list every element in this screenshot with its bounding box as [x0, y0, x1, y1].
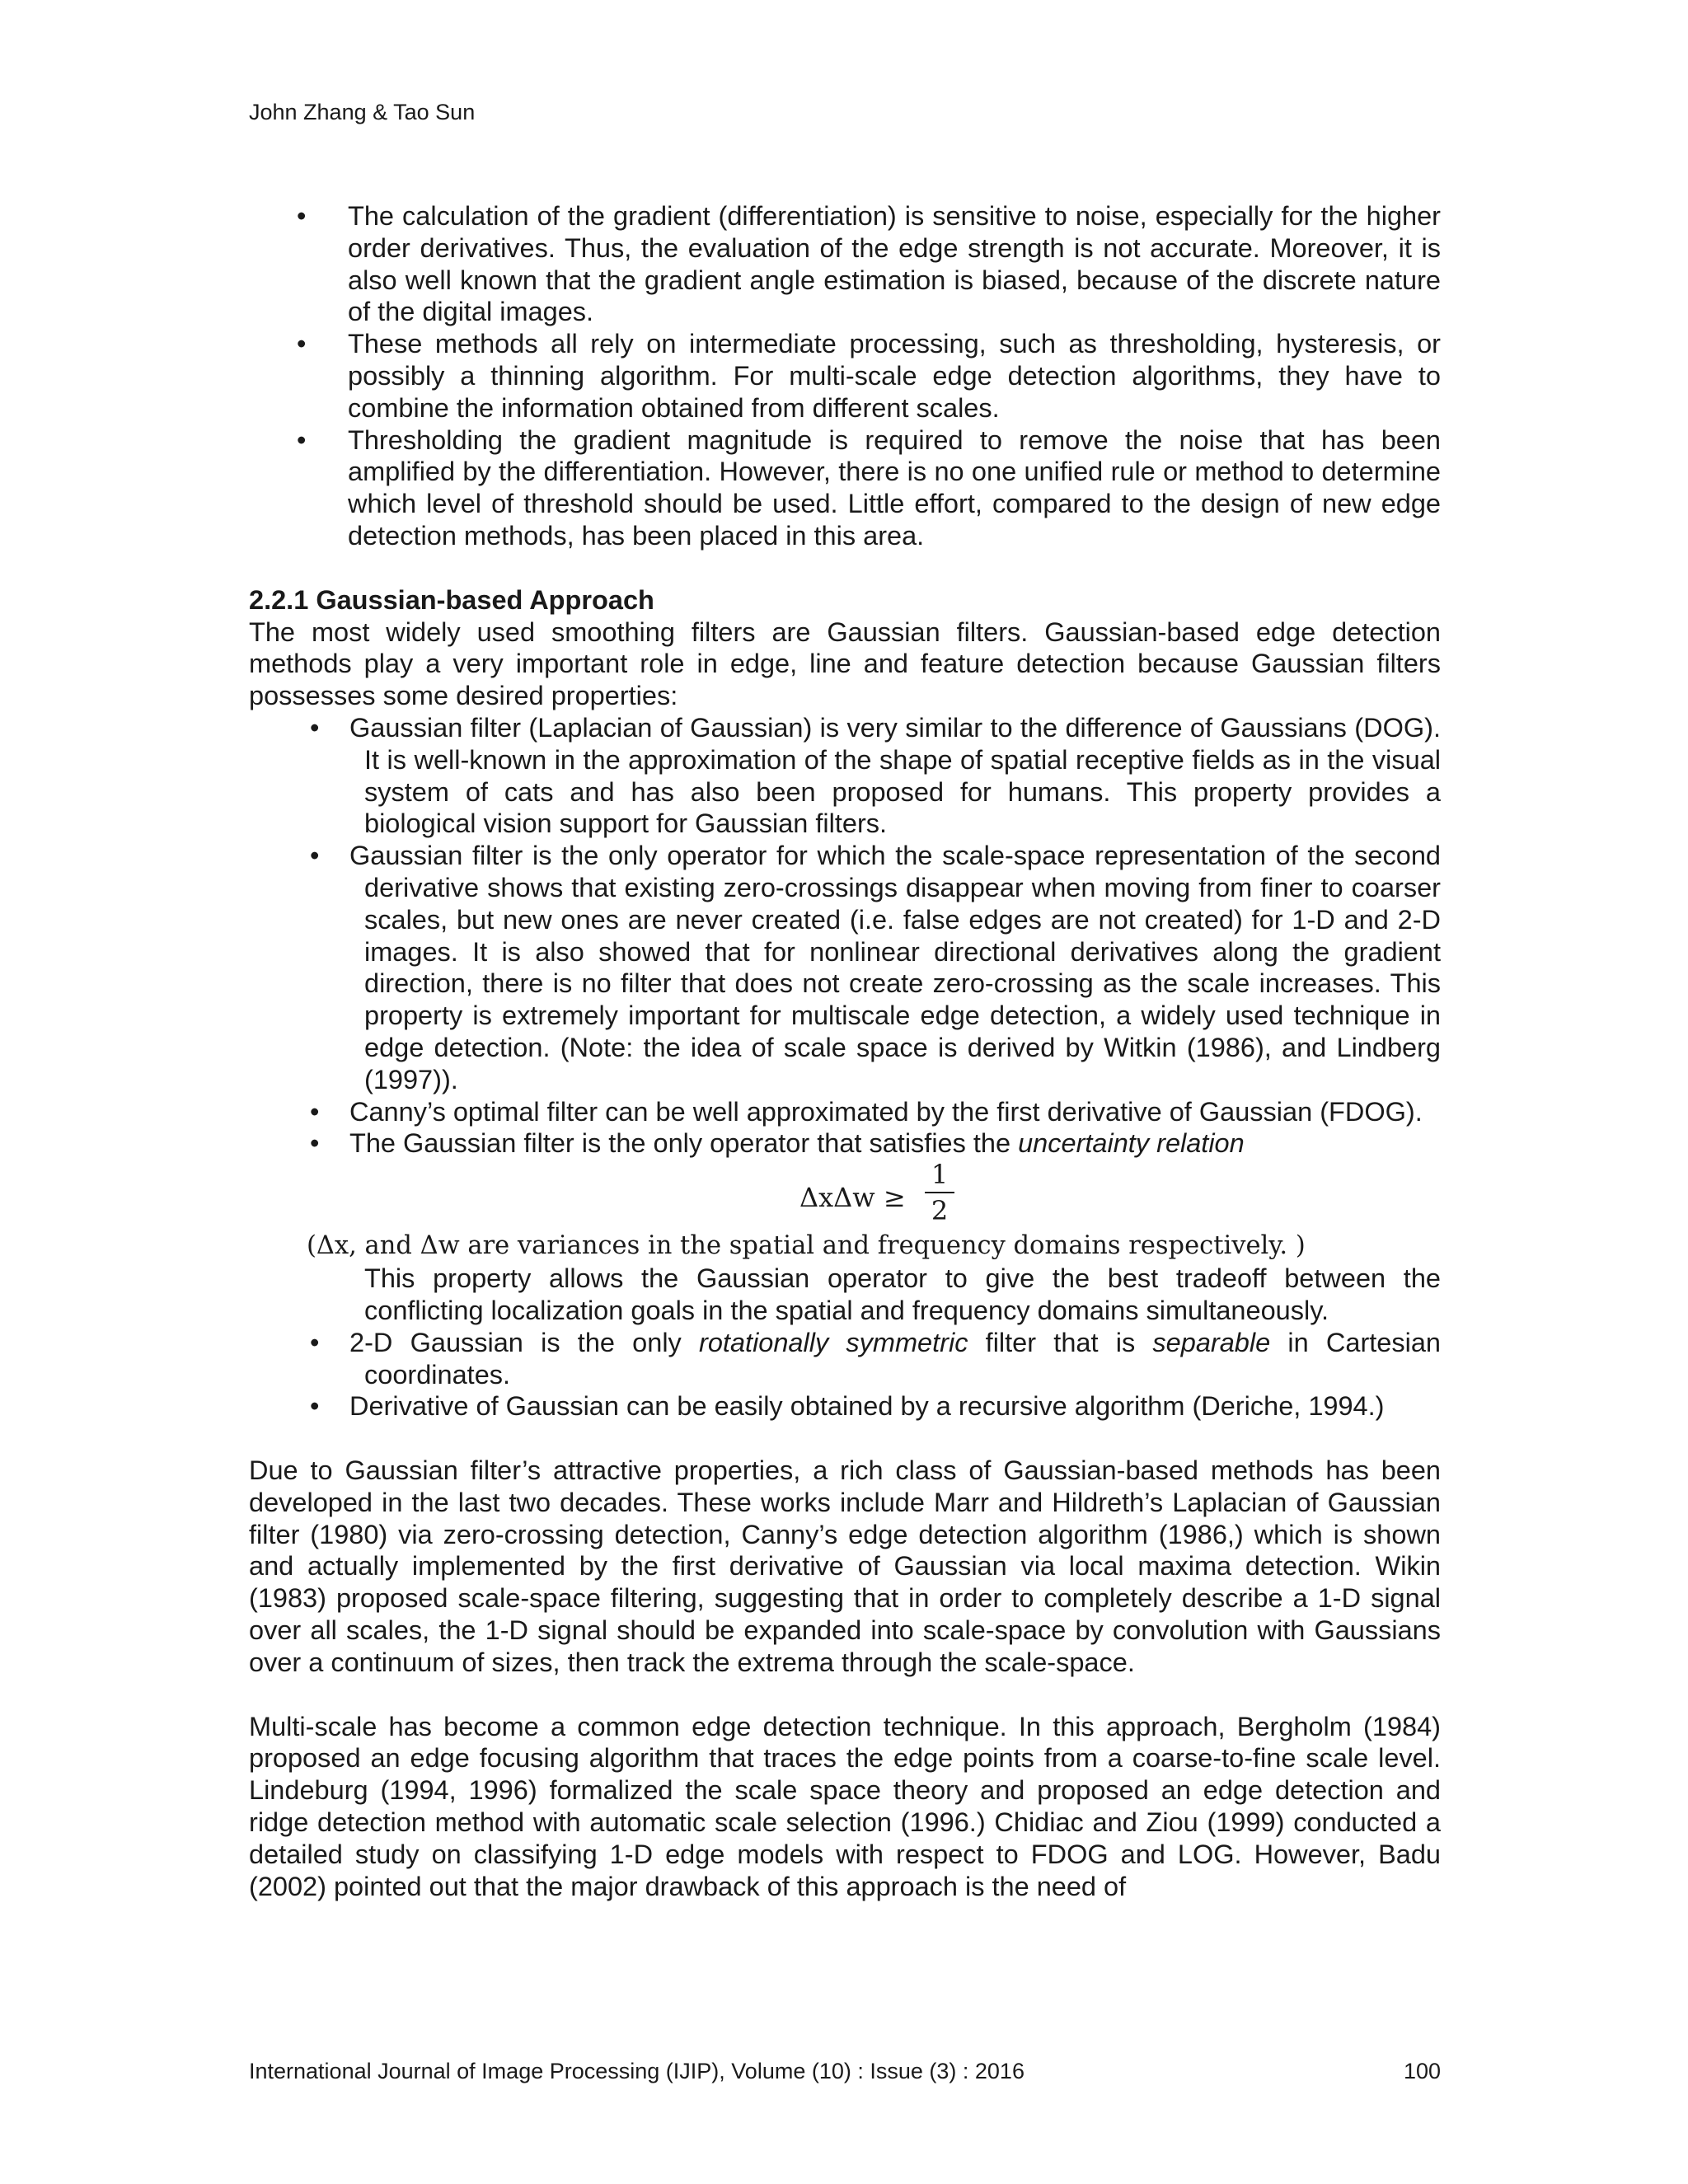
body-paragraph: Multi-scale has become a common edge detection technique. In this approach, Bergholm (1984) proposed an edge focusing algorithm that traces the edge points from a coarse-to-fine scale level. Lindeburg (1994, 1996) formalized the scale space theory and proposed an edge detection and ridge detection method with automatic scale selection (1996.) Chidiac and Ziou (1999) conducted a detailed study on classifying 1-D edge models with respect to FDOG and LOG. However, Badu (2002) pointed out that the major drawback of this approach is the need of: [249, 1711, 1441, 1901]
list-item-text: Derivative of Gaussian can be easily obtained by a recursive algorithm (Deriche, 1994.): [349, 1391, 1385, 1422]
page-number: 100: [1403, 2059, 1441, 2083]
list-item: [249, 1327, 1441, 1391]
bullet-icon: •: [310, 1327, 320, 1357]
bullet-icon: •: [310, 1096, 320, 1127]
drawback-list: [249, 200, 1441, 552]
bullet-icon: •: [297, 424, 307, 455]
formula-note: (Δx, and Δw are variances in the spatial and frequency domains respectively. ): [307, 1231, 1306, 1261]
formula-lhs: ΔxΔw ≥: [799, 1182, 906, 1214]
bullet-icon: •: [310, 712, 320, 743]
list-item-text: 2-D Gaussian is the only: [349, 1327, 700, 1357]
list-item: [249, 712, 1441, 840]
list-item-text: The Gaussian filter is the only operator that satisfies the: [349, 1128, 1019, 1159]
list-item-text: Thresholding the gradient magnitude is required to remove the noise that has been amplified by the differentiation. However, there is no one unified rule or method to determine which level of threshold should be used. Little effort, compared to the design of new edge detection methods, has been placed in this area.: [348, 424, 1441, 551]
uncertainty-formula: [799, 1160, 1441, 1230]
section-intro: The most widely used smoothing filters are Gaussian filters. Gaussian-based edge detection methods play a very important role in edge, line and feature detection because Gaussian filters possesses some desired properties:: [249, 616, 1441, 711]
bullet-icon: •: [310, 1128, 320, 1159]
list-item-text: Gaussian filter is the only operator for which the scale-space representation of the second derivative shows that existing zero-crossings disappear when moving from finer to coarser scales, but new ones are never created (i.e. false edges are not created) for 1-D and 2-D images. It is also showed that for nonlinear directional derivatives along the gradient direction, there is no filter that does not create zero-crossing as the scale increases. This property is extremely important for multiscale edge detection, a widely used technique in edge detection. (Note: the idea of scale space is derived by Witkin (1986), and Lindberg (1997)).: [349, 841, 1441, 1094]
body-paragraph: Due to Gaussian filter’s attractive properties, a rich class of Gaussian-based methods has been developed in the last two decades. These works include Marr and Hildreth’s Laplacian of Gaussian filter (1980) via zero-crossing detection, Canny’s edge detection algorithm (1986,) which is shown and actually implemented by the first derivative of Gaussian via local maxima detection. Wikin (1983) proposed scale-space filtering, suggesting that in order to completely describe a 1-D signal over all scales, the 1-D signal should be expanded into scale-space by convolution with Gaussians over a continuum of sizes, then track the extrema through the scale-space.: [249, 1455, 1441, 1677]
bullet-icon: •: [297, 201, 307, 231]
bullet-icon: •: [297, 329, 307, 359]
fraction-denominator: 2: [931, 1195, 949, 1227]
list-item: [249, 840, 1441, 1095]
bullet-icon: •: [310, 1391, 320, 1422]
list-item-continuation: This property allows the Gaussian operator to give the best tradeoff between the conflicting localization goals in the spatial and frequency domains simultaneously.: [364, 1263, 1441, 1325]
list-item: [249, 1127, 1441, 1160]
property-list-continued: [249, 1327, 1441, 1422]
list-item-emphasis: rotationally symmetric: [699, 1327, 968, 1357]
formula-fraction: [925, 1160, 954, 1226]
list-item: [249, 200, 1441, 328]
running-header: John Zhang & Tao Sun: [249, 100, 476, 124]
list-item: [249, 424, 1441, 552]
fraction-bar: [925, 1192, 954, 1193]
bullet-icon: •: [310, 841, 320, 871]
page-footer: [249, 2058, 1441, 2084]
list-item: [249, 1096, 1441, 1128]
list-item-text: Canny’s optimal filter can be well approximated by the first derivative of Gaussian (FDOG).: [349, 1096, 1423, 1127]
list-item-text: filter that is: [968, 1327, 1153, 1357]
list-item: [249, 328, 1441, 424]
section-heading: 2.2.1 Gaussian-based Approach: [249, 584, 654, 615]
list-item-text: in Cartesian coordinates.: [364, 1327, 1441, 1390]
list-item-text: The calculation of the gradient (differentiation) is sensitive to noise, especially for the higher order derivatives. Thus, the evaluation of the edge strength is not accurate. Moreover, it is also well known that the gradient angle estimation is biased, because of the discrete nature of the digital images.: [348, 201, 1441, 327]
fraction-numerator: 1: [931, 1159, 949, 1191]
list-item-text: These methods all rely on intermediate processing, such as thresholding, hysteresis, or possibly a thinning algorithm. For multi-scale edge detection algorithms, they have to combine the information obtained from different scales.: [348, 329, 1441, 423]
list-item-text: Gaussian filter (Laplacian of Gaussian) is very similar to the difference of Gaussians (DOG). It is well-known in the approximation of the shape of spatial receptive fields as in the visual system of cats and has also been proposed for humans. This property provides a biological vision support for Gaussian filters.: [349, 712, 1441, 839]
list-item-emphasis: separable: [1152, 1327, 1271, 1357]
journal-citation: International Journal of Image Processing (IJIP), Volume (10) : Issue (3) : 2016: [249, 2059, 1025, 2083]
list-item: [249, 1390, 1441, 1422]
property-list: [249, 712, 1441, 1160]
main-content: [249, 200, 1441, 1902]
list-item-emphasis: uncertainty relation: [1018, 1128, 1245, 1159]
